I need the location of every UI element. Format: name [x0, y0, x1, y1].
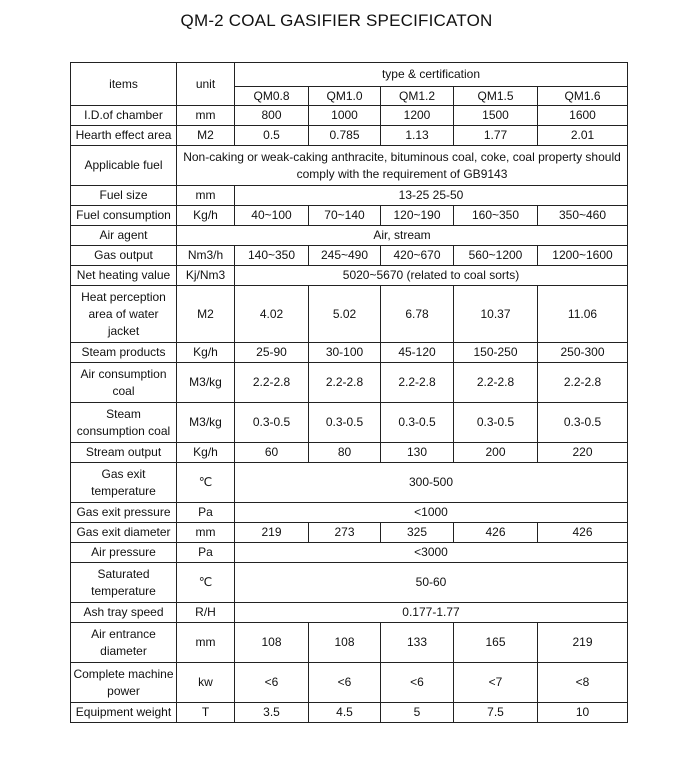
item-label: Fuel consumption — [71, 206, 177, 226]
value-cell: 133 — [381, 623, 454, 663]
spec-table — [70, 62, 628, 723]
value-cell: 0.3-0.5 — [381, 403, 454, 443]
unit-cell: M2 — [177, 286, 235, 343]
header-model: QM1.6 — [538, 87, 628, 106]
unit-cell: Pa — [177, 543, 235, 563]
value-cell: 0.3-0.5 — [454, 403, 538, 443]
table-row — [71, 246, 628, 266]
value-cell: 10 — [538, 703, 628, 723]
value-cell: 2.01 — [538, 126, 628, 146]
span-value-cell: Non-caking or weak-caking anthracite, bituminous coal, coke, coal property should comply with the requirement of GB9143 — [177, 146, 628, 186]
value-cell: 426 — [538, 523, 628, 543]
unit-cell: Pa — [177, 503, 235, 523]
value-cell: 108 — [235, 623, 309, 663]
value-cell: 30-100 — [309, 343, 381, 363]
value-cell: 2.2-2.8 — [235, 363, 309, 403]
value-cell: 70~140 — [309, 206, 381, 226]
item-label: Air agent — [71, 226, 177, 246]
unit-cell: Kg/h — [177, 343, 235, 363]
table-row — [71, 663, 628, 703]
value-cell: 4.5 — [309, 703, 381, 723]
table-row — [71, 286, 628, 343]
value-cell: <6 — [309, 663, 381, 703]
item-label: Stream output — [71, 443, 177, 463]
value-cell: 11.06 — [538, 286, 628, 343]
table-row — [71, 226, 628, 246]
span-value-cell: 5020~5670 (related to coal sorts) — [235, 266, 628, 286]
value-cell: 250-300 — [538, 343, 628, 363]
table-row — [71, 523, 628, 543]
value-cell: 6.78 — [381, 286, 454, 343]
value-cell: 0.3-0.5 — [309, 403, 381, 443]
value-cell: 426 — [454, 523, 538, 543]
item-label: Steam consumption coal — [71, 403, 177, 443]
value-cell: 350~460 — [538, 206, 628, 226]
item-label: Gas exit pressure — [71, 503, 177, 523]
table-row — [71, 363, 628, 403]
value-cell: 140~350 — [235, 246, 309, 266]
span-value-cell: 0.177-1.77 — [235, 603, 628, 623]
header-unit: unit — [177, 63, 235, 106]
table-row — [71, 146, 628, 186]
table-row — [71, 443, 628, 463]
table-row — [71, 206, 628, 226]
value-cell: 220 — [538, 443, 628, 463]
value-cell: 0.785 — [309, 126, 381, 146]
unit-cell: Nm3/h — [177, 246, 235, 266]
unit-cell: M2 — [177, 126, 235, 146]
header-type-certification: type & certification — [235, 63, 628, 87]
header-model: QM1.0 — [309, 87, 381, 106]
item-label: Gas exit temperature — [71, 463, 177, 503]
value-cell: 1000 — [309, 106, 381, 126]
value-cell: 800 — [235, 106, 309, 126]
value-cell: 165 — [454, 623, 538, 663]
item-label: Heat perception area of water jacket — [71, 286, 177, 343]
unit-cell: R/H — [177, 603, 235, 623]
table-row — [71, 106, 628, 126]
page-title: QM-2 COAL GASIFIER SPECIFICATON — [180, 11, 493, 30]
value-cell: 120~190 — [381, 206, 454, 226]
table-row — [71, 563, 628, 603]
table-row — [71, 623, 628, 663]
unit-cell: mm — [177, 106, 235, 126]
unit-cell: M3/kg — [177, 363, 235, 403]
unit-cell: T — [177, 703, 235, 723]
value-cell: 2.2-2.8 — [309, 363, 381, 403]
item-label: Applicable fuel — [71, 146, 177, 186]
value-cell: <7 — [454, 663, 538, 703]
value-cell: 2.2-2.8 — [454, 363, 538, 403]
item-label: Saturated temperature — [71, 563, 177, 603]
value-cell: 1.77 — [454, 126, 538, 146]
value-cell: 0.3-0.5 — [538, 403, 628, 443]
header-model: QM0.8 — [235, 87, 309, 106]
value-cell: <6 — [381, 663, 454, 703]
item-label: Air consumption coal — [71, 363, 177, 403]
item-label: Complete machine power — [71, 663, 177, 703]
value-cell: 273 — [309, 523, 381, 543]
item-label: I.D.of chamber — [71, 106, 177, 126]
span-value-cell: Air, stream — [177, 226, 628, 246]
table-row — [71, 463, 628, 503]
table-row — [71, 603, 628, 623]
value-cell: 108 — [309, 623, 381, 663]
value-cell: <6 — [235, 663, 309, 703]
header-model: QM1.2 — [381, 87, 454, 106]
value-cell: 1200 — [381, 106, 454, 126]
unit-cell: ℃ — [177, 563, 235, 603]
span-value-cell: 300-500 — [235, 463, 628, 503]
table-row — [71, 266, 628, 286]
item-label: Net heating value — [71, 266, 177, 286]
value-cell: 219 — [235, 523, 309, 543]
unit-cell: Kj/Nm3 — [177, 266, 235, 286]
value-cell: 40~100 — [235, 206, 309, 226]
span-value-cell: 13-25 25-50 — [235, 186, 628, 206]
value-cell: 4.02 — [235, 286, 309, 343]
item-label: Gas output — [71, 246, 177, 266]
header-row — [71, 63, 628, 87]
value-cell: 60 — [235, 443, 309, 463]
item-label: Gas exit diameter — [71, 523, 177, 543]
unit-cell: Kg/h — [177, 206, 235, 226]
unit-cell: mm — [177, 623, 235, 663]
value-cell: 5 — [381, 703, 454, 723]
value-cell: 3.5 — [235, 703, 309, 723]
value-cell: 1.13 — [381, 126, 454, 146]
span-value-cell: <1000 — [235, 503, 628, 523]
value-cell: 1600 — [538, 106, 628, 126]
table-row — [71, 503, 628, 523]
table-row — [71, 403, 628, 443]
value-cell: 7.5 — [454, 703, 538, 723]
value-cell: 130 — [381, 443, 454, 463]
unit-cell: mm — [177, 523, 235, 543]
value-cell: 80 — [309, 443, 381, 463]
span-value-cell: <3000 — [235, 543, 628, 563]
unit-cell: ℃ — [177, 463, 235, 503]
header-model: QM1.5 — [454, 87, 538, 106]
value-cell: 45-120 — [381, 343, 454, 363]
value-cell: 0.5 — [235, 126, 309, 146]
unit-cell: mm — [177, 186, 235, 206]
value-cell: 245~490 — [309, 246, 381, 266]
item-label: Hearth effect area — [71, 126, 177, 146]
item-label: Ash tray speed — [71, 603, 177, 623]
table-row — [71, 543, 628, 563]
value-cell: 0.3-0.5 — [235, 403, 309, 443]
value-cell: 1200~1600 — [538, 246, 628, 266]
value-cell: 150-250 — [454, 343, 538, 363]
value-cell: 325 — [381, 523, 454, 543]
table-row — [71, 703, 628, 723]
header-items: items — [71, 63, 177, 106]
value-cell: 10.37 — [454, 286, 538, 343]
table-row — [71, 126, 628, 146]
value-cell: 2.2-2.8 — [538, 363, 628, 403]
value-cell: 219 — [538, 623, 628, 663]
unit-cell: M3/kg — [177, 403, 235, 443]
item-label: Equipment weight — [71, 703, 177, 723]
table-row — [71, 186, 628, 206]
value-cell: <8 — [538, 663, 628, 703]
item-label: Air entrance diameter — [71, 623, 177, 663]
item-label: Steam products — [71, 343, 177, 363]
unit-cell: kw — [177, 663, 235, 703]
value-cell: 560~1200 — [454, 246, 538, 266]
value-cell: 2.2-2.8 — [381, 363, 454, 403]
item-label: Air pressure — [71, 543, 177, 563]
item-label: Fuel size — [71, 186, 177, 206]
value-cell: 1500 — [454, 106, 538, 126]
value-cell: 25-90 — [235, 343, 309, 363]
value-cell: 160~350 — [454, 206, 538, 226]
table-row — [71, 343, 628, 363]
span-value-cell: 50-60 — [235, 563, 628, 603]
value-cell: 200 — [454, 443, 538, 463]
value-cell: 5.02 — [309, 286, 381, 343]
unit-cell: Kg/h — [177, 443, 235, 463]
value-cell: 420~670 — [381, 246, 454, 266]
